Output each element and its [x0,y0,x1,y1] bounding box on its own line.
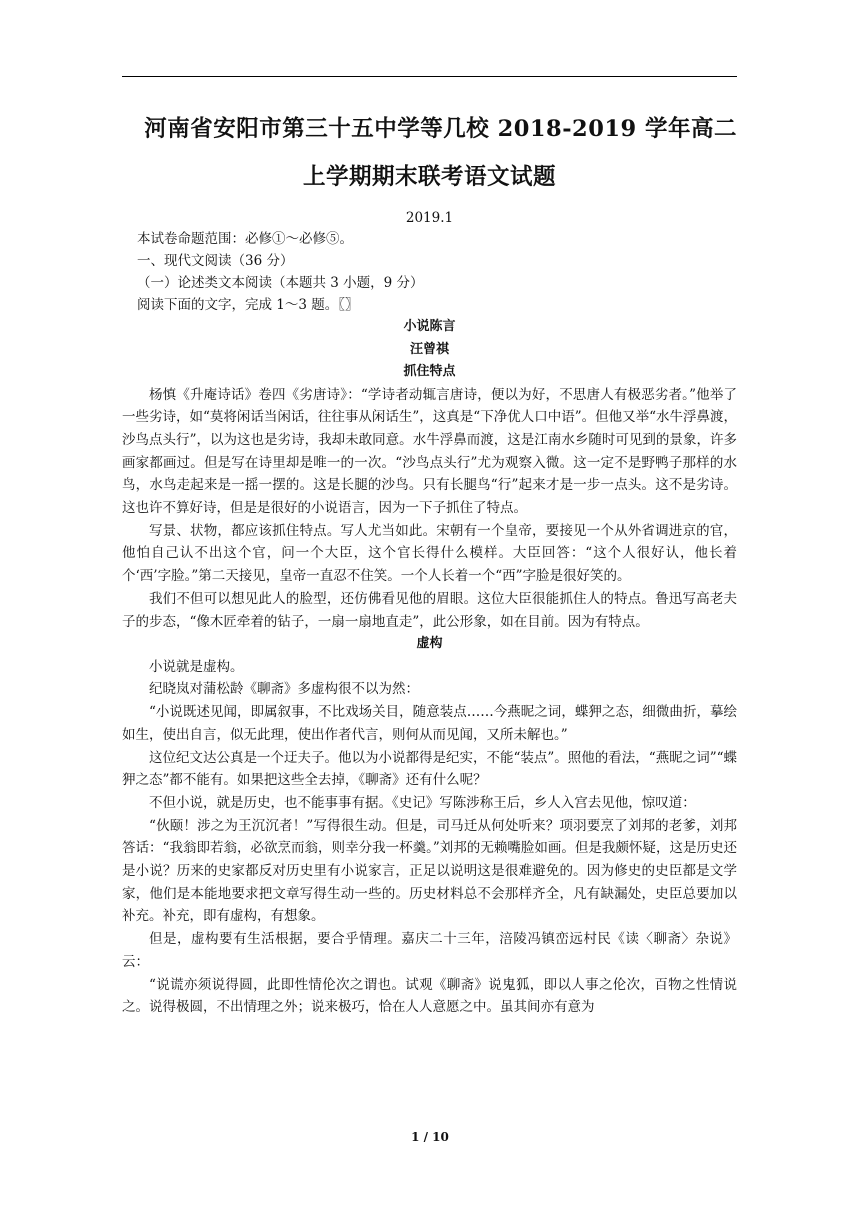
paragraph: 小说就是虚构。 [149,658,244,675]
paragraph: 不但小说，就是历史，也不能事事有据。《史记》写陈涉称王后，乡人入宫去见他，惊叹道： [149,794,696,811]
document-title [122,110,737,196]
title-line-1: 河南省安阳市第三十五中学等几校 2018-2019 学年高二 [144,116,737,142]
paragraph: 杨慎《升庵诗话》卷四《劣唐诗》：“学诗者动辄言唐诗，便以为好，不思唐人有极恶劣者。”他举了一些劣诗，如“莫将闲话当闲话，往往事从闲话生”，这真是“下净优人口中语”。但他又举“水牛浮鼻渡，沙鸟点头行”，以为这也是劣诗，我却未敢同意。水牛浮鼻而渡，这是江南水乡随时可见到的景象，许多画家都画过。但是写在诗里却是唯一的一次。“沙鸟点头行”尤为观察入微。这一定不是野鸭子那样的水鸟，水鸟走起来是一摇一摆的。这是长腿的沙鸟。只有长腿鸟“行”起来才是一步一点头。这不是劣诗。这也许不算好诗，但是是很好的小说语言，因为一下子抓住了特点。 [122,386,738,517]
subsection-heading: （一）论述类文本阅读（本题共 3 小题，9 分） [137,275,424,291]
page-number: 1 / 10 [411,1130,449,1144]
paragraph: 写景、状物，都应该抓住特点。写人尤当如此。宋朝有一个皇帝，要接见一个从外省调进京的官，他怕自己认不出这个官，问一个大臣，这个官长得什么模样。大臣回答：“这个人很好认，他长着个‘西’字脸。”第二天接见，皇帝一直忍不住笑。一个人长着一个“西”字脸是很好笑的。 [122,522,737,585]
quotation-paragraph: “说谎亦须说得圆，此即性情伦次之谓也。试观《聊斋》说鬼狐，即以人事之伦次，百物之性情说之。说得极圆，不出情理之外；说来极巧，恰在人人意愿之中。虽其间亦有意为 [122,976,737,1016]
exam-date: 2019.1 [405,210,454,226]
reading-instruction: 阅读下面的文字，完成 1～3 题。〖〗 [137,297,359,313]
scope-note: 本试卷命题范围：必修①～必修⑤。 [137,231,353,247]
paragraph: 纪晓岚对蒲松龄《聊斋》多虚构很不以为然： [149,681,419,698]
paragraph: 这位纪文达公真是一个迂夫子。他以为小说都得是纪实，不能“装点”。照他的看法，“燕昵之词”“蝶狎之态”都不能有。如果把这些全去掉，《聊斋》还有什么呢？ [122,749,738,789]
section-title-fiction: 虚构 [416,636,443,652]
paragraph: 但是，虚构要有生活根据，要合乎情理。嘉庆二十三年，涪陵冯镇峦远村民《读〈聊斋〉杂说》云： [122,931,737,970]
article-title: 小说陈言 [403,319,456,334]
document-page [122,110,737,1019]
section-title-features: 抓住特点 [403,364,456,379]
article-author: 汪曾祺 [409,341,449,357]
section-heading: 一、现代文阅读（36 分） [137,253,294,269]
quotation-paragraph: “小说既述见闻，即属叙事，不比戏场关目，随意装点……今燕昵之词，蝶狎之态，细微曲折，摹绘如生，使出自言，似无此理，使出作者代言，则何从而见闻，又所未解也。” [122,704,737,743]
quotation-paragraph: “伙颐！涉之为王沉沉者！”写得很生动。但是，司马迁从何处听来？项羽要烹了刘邦的老爹，刘邦答话：“我翁即若翁，必欲烹而翁，则幸分我一杯羹。”刘邦的无赖嘴脸如画。但是我颇怀疑，这是历史还是小说？历来的史家都反对历史里有小说家言，正足以说明这是很难避免的。因为修史的史臣都是文学家，他们是本能地要求把文章写得生动一些的。历史材料总不会那样齐全，凡有缺漏处，史臣总要加以补充。补充，即有虚构，有想象。 [122,817,737,925]
paragraph: 我们不但可以想见此人的脸型，还仿佛看见他的眉眼。这位大臣很能抓住人的特点。鲁迅写高老夫子的步态，“像木匠牵着的钻子，一扇一扇地直走”，此公形象，如在目前。因为有特点。 [122,590,737,630]
title-line-2: 上学期期末联考语文试题 [302,164,556,190]
header-rule [122,76,737,77]
